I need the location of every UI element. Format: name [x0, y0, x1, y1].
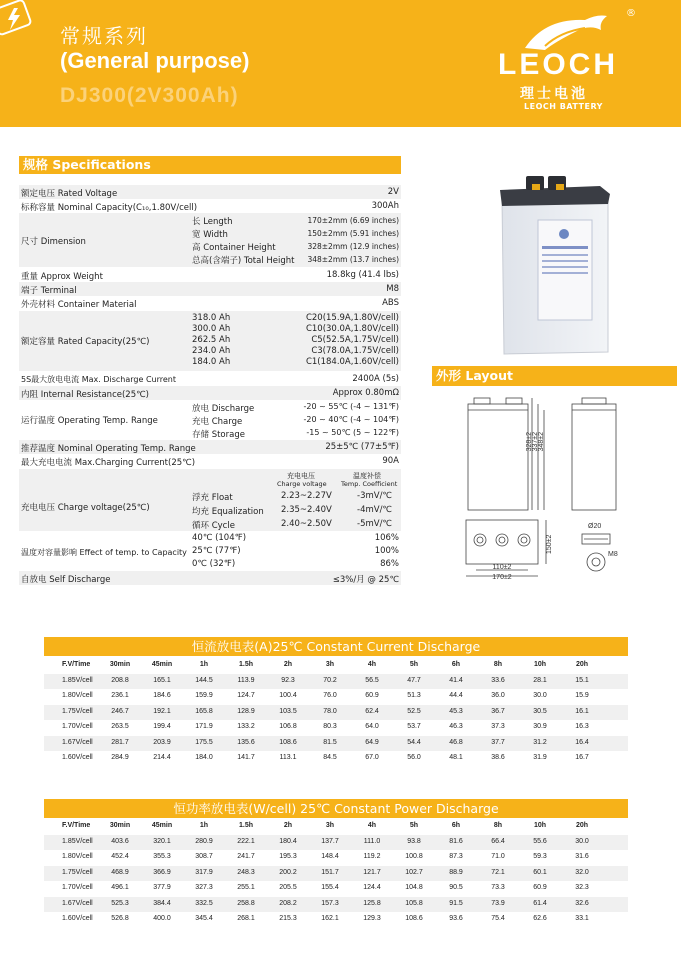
table-cell: 71.0: [491, 853, 505, 860]
table-cell: 125.8: [363, 899, 381, 907]
table-cell: 60.9: [533, 884, 547, 891]
table-cell: 80.3: [323, 723, 337, 730]
table-cell: 76.0: [323, 692, 337, 699]
table-cell: 37.7: [491, 738, 505, 746]
table-cell: 119.2: [363, 853, 381, 860]
table-header-cell: 8h: [493, 661, 503, 668]
table-cell: 151.7: [321, 868, 339, 876]
spec-row-self-discharge: 自放电 Self Discharge ≤3%/月 @ 25℃: [19, 571, 401, 585]
table-header-cell: 4h: [367, 822, 377, 829]
table-cell: 1.80V/cell: [62, 853, 93, 860]
dim-h3: 348±2: [538, 432, 545, 452]
table-cell: 103.5: [279, 707, 297, 715]
table-cell: 317.9: [195, 868, 213, 876]
table-cell: 31.2: [533, 738, 547, 746]
table-cell: 525.3: [111, 899, 129, 907]
table-cell: 30.5: [533, 707, 547, 715]
table-cell: 33.6: [491, 676, 505, 684]
table-cell: 48.1: [449, 754, 463, 761]
table-cell: 171.9: [195, 723, 213, 730]
table-cell: 366.9: [153, 868, 171, 876]
table-cell: 81.6: [449, 837, 463, 845]
model-title: DJ300(2V300Ah): [60, 84, 239, 107]
dim-w1: 110±2: [492, 564, 512, 571]
table-row: [44, 850, 628, 865]
horse-logo-icon: [515, 12, 615, 52]
table-cell: 332.5: [195, 899, 213, 907]
table-header-cell: 3h: [325, 822, 335, 829]
table-cell: 66.4: [491, 837, 505, 845]
logo-cn: 理士电池: [520, 86, 588, 102]
dim-w2: 170±2: [492, 574, 512, 581]
table-cell: 258.8: [237, 899, 255, 907]
table-cell: 16.1: [575, 707, 589, 715]
header-banner: [0, 0, 681, 127]
table-cell: 403.6: [111, 837, 129, 845]
table-header-cell: 45min: [151, 661, 173, 668]
table-cell: 70.2: [323, 676, 337, 684]
table-cell: 327.3: [195, 884, 213, 891]
table-header-cell: 5h: [409, 661, 419, 668]
table-cell: 100.4: [279, 692, 297, 699]
table-cell: 15.9: [575, 692, 589, 699]
table-cell: 46.8: [449, 738, 463, 746]
table-cell: 121.7: [363, 868, 381, 876]
table-cell: 184.6: [153, 692, 171, 699]
table-cell: 30.0: [575, 837, 589, 845]
current-table-title: 恒流放电表(A)25℃ Constant Current Discharge: [44, 637, 628, 656]
table-row: [44, 912, 628, 927]
spec-row-terminal: 端子 Terminal M8: [21, 284, 399, 296]
battery-product-image: [490, 168, 620, 358]
table-header-cell: 30min: [109, 661, 131, 668]
table-header-cell: 45min: [151, 822, 173, 829]
table-cell: 53.7: [407, 723, 421, 730]
table-cell: 60.1: [533, 868, 547, 876]
table-cell: 263.5: [111, 723, 129, 730]
table-cell: 199.4: [153, 723, 171, 730]
table-cell: 162.1: [321, 915, 339, 922]
table-cell: 165.8: [195, 707, 213, 715]
table-cell: 56.0: [407, 754, 421, 761]
table-header-cell: 10h: [533, 661, 547, 668]
table-cell: 1.60V/cell: [62, 915, 93, 922]
table-cell: 28.1: [533, 676, 547, 684]
table-row: [44, 897, 628, 912]
table-cell: 52.5: [407, 707, 421, 715]
table-row: [44, 674, 628, 689]
layout-title: 外形 Layout: [432, 366, 677, 386]
table-cell: 124.7: [237, 692, 255, 699]
table-cell: 452.4: [111, 853, 129, 860]
table-cell: 133.2: [237, 723, 255, 730]
table-cell: 384.4: [153, 899, 171, 907]
table-cell: 1.70V/cell: [62, 723, 93, 730]
table-cell: 51.3: [407, 692, 421, 699]
spec-row-container: 外壳材料 Container Material ABS: [21, 298, 399, 310]
table-header-cell: 6h: [451, 661, 461, 668]
table-cell: 1.75V/cell: [62, 707, 93, 715]
spec-row-charge-voltage: 充电电压 Charge voltage(25℃) 充电电压 Charge voltage 温度补偿 Temp. Coefficient 浮充 Float 2.23~2.27V -3mV/℃ 均充 Equalization 2.35~2.40V -4mV/℃ 循环 Cycle 2.40~2.50V -5mV/℃: [19, 469, 401, 531]
table-cell: 102.7: [405, 868, 423, 876]
dim-terminal: M8: [608, 551, 618, 558]
spec-row-temp-effect: 温度对容量影响 Effect of temp. to Capacity 40℃ (104℉) 106% 25℃ (77℉) 100% 0℃ (32℉) 86%: [21, 533, 399, 569]
series-title-cn: 常规系列: [60, 24, 148, 48]
table-cell: 165.1: [153, 676, 171, 684]
table-header-row: [44, 819, 628, 834]
table-cell: 1.85V/cell: [62, 837, 93, 845]
table-cell: 30.0: [533, 692, 547, 699]
dim-terminal-dia: Ø20: [588, 523, 602, 530]
table-cell: 203.9: [153, 738, 171, 746]
table-cell: 64.9: [365, 738, 379, 746]
table-cell: 355.3: [153, 853, 171, 860]
layout-drawing: [432, 388, 677, 588]
spec-row-dimension: 尺寸 Dimension 长 Length 170±2mm (6.69 inches) 宽 Width 150±2mm (5.91 inches) 高 Container Height 328±2mm (12.9 inches) 总高(含端子) Total Height 348±2mm (13.7 inches): [19, 213, 401, 267]
table-cell: 135.6: [237, 738, 255, 746]
table-cell: 320.1: [153, 837, 171, 845]
dim-d1: 150±2: [546, 534, 553, 554]
table-cell: 81.5: [323, 738, 337, 746]
table-cell: 1.85V/cell: [62, 676, 93, 684]
table-row: [44, 751, 628, 766]
table-cell: 73.9: [491, 899, 505, 907]
table-cell: 16.3: [575, 723, 589, 730]
table-cell: 248.3: [237, 868, 255, 876]
table-cell: 44.4: [449, 692, 463, 699]
table-cell: 41.4: [449, 676, 463, 684]
table-row: [44, 720, 628, 735]
table-cell: 128.9: [237, 707, 255, 715]
table-cell: 67.0: [365, 754, 379, 761]
spec-row-max-charging: 最大充电电流 Max.Charging Current(25℃) 90A: [21, 456, 399, 468]
table-header-cell: 2h: [283, 661, 293, 668]
table-cell: 92.3: [281, 676, 295, 684]
table-cell: 377.9: [153, 884, 171, 891]
spec-row-weight: 重量 Approx Weight 18.8kg (41.4 lbs): [21, 270, 399, 282]
battery-bolt-icon: [0, 0, 40, 40]
table-row: [44, 835, 628, 850]
table-cell: 54.4: [407, 738, 421, 746]
table-cell: 141.7: [237, 754, 255, 761]
table-cell: 15.1: [575, 676, 589, 684]
table-cell: 200.2: [279, 868, 297, 876]
spec-row-rated-capacity: 额定容量 Rated Capacity(25℃) 318.0 Ah C20(15.9A,1.80V/cell) 300.0 Ah C10(30.0A,1.80V/cell) 262.5 Ah C5(52.5A,1.75V/cell) 234.0 Ah C3(78.0A,1.75V/cell) 184.0 Ah C1(184.0A,1.60V/cell): [19, 311, 401, 371]
table-header-cell: 1h: [199, 822, 209, 829]
logo-brand: LEOCH: [498, 48, 618, 81]
table-cell: 222.1: [237, 837, 255, 845]
table-header-cell: 6h: [451, 822, 461, 829]
dim-h1: 328±2: [526, 432, 533, 452]
table-cell: 184.0: [195, 754, 213, 761]
table-cell: 90.5: [449, 884, 463, 891]
table-cell: 400.0: [153, 915, 171, 922]
table-cell: 345.4: [195, 915, 213, 922]
table-header-cell: 1.5h: [238, 822, 253, 829]
dim-h2: 337±2: [532, 432, 539, 452]
table-header-cell: F.V/Time: [62, 661, 91, 668]
table-cell: 111.0: [363, 837, 381, 845]
table-cell: 284.9: [111, 754, 129, 761]
table-cell: 75.4: [491, 915, 505, 922]
table-cell: 32.0: [575, 868, 589, 876]
table-cell: 64.0: [365, 723, 379, 730]
table-cell: 1.75V/cell: [62, 868, 93, 876]
table-cell: 46.3: [449, 723, 463, 730]
table-cell: 1.80V/cell: [62, 692, 93, 699]
table-header-cell: 8h: [493, 822, 503, 829]
table-cell: 192.1: [153, 707, 171, 715]
table-cell: 159.9: [195, 692, 213, 699]
table-header-row: [44, 658, 628, 673]
table-cell: 124.4: [363, 884, 381, 891]
table-header-cell: 30min: [109, 822, 131, 829]
table-cell: 137.7: [321, 837, 339, 845]
table-cell: 36.7: [491, 707, 505, 715]
table-cell: 100.8: [405, 853, 423, 860]
table-cell: 214.4: [153, 754, 171, 761]
table-cell: 496.1: [111, 884, 129, 891]
table-cell: 32.6: [575, 899, 589, 907]
table-cell: 1.70V/cell: [62, 884, 93, 891]
table-header-cell: 1.5h: [238, 661, 253, 668]
spec-row-max-discharge: 5S最大放电电流 Max. Discharge Current 2400A (5s): [21, 374, 399, 384]
table-header-cell: 4h: [367, 661, 377, 668]
table-cell: 73.3: [491, 884, 505, 891]
spec-row-nominal-capacity: 标称容量 Nominal Capacity(C₁₀,1.80V/cell) 300Ah: [21, 201, 399, 213]
table-cell: 246.7: [111, 707, 129, 715]
table-cell: 1.67V/cell: [62, 899, 93, 907]
table-header-cell: F.V/Time: [62, 822, 91, 829]
table-cell: 195.3: [279, 853, 297, 860]
table-cell: 526.8: [111, 915, 129, 922]
table-cell: 468.9: [111, 868, 129, 876]
table-row: [44, 705, 628, 720]
table-cell: 148.4: [321, 853, 339, 860]
table-cell: 157.3: [321, 899, 339, 907]
table-cell: 104.8: [405, 884, 423, 891]
table-header-cell: 1h: [199, 661, 209, 668]
spec-row-nominal-temp: 推荐温度 Nominal Operating Temp. Range 25±5℃ (77±5℉): [21, 442, 399, 454]
table-cell: 87.3: [449, 853, 463, 860]
table-cell: 175.5: [195, 738, 213, 746]
table-cell: 59.3: [533, 853, 547, 860]
table-cell: 208.2: [279, 899, 297, 907]
table-cell: 31.9: [533, 754, 547, 761]
table-header-cell: 3h: [325, 661, 335, 668]
table-cell: 93.6: [449, 915, 463, 922]
table-header-cell: 10h: [533, 822, 547, 829]
table-cell: 1.60V/cell: [62, 754, 93, 761]
table-row: [44, 736, 628, 751]
leoch-logo: [490, 10, 640, 110]
table-cell: 36.0: [491, 692, 505, 699]
table-cell: 155.4: [321, 884, 339, 891]
table-header-cell: 20h: [575, 822, 589, 829]
table-cell: 55.6: [533, 837, 547, 845]
table-row: [44, 689, 628, 704]
table-row: [44, 881, 628, 896]
table-cell: 180.4: [279, 837, 297, 845]
table-cell: 56.5: [365, 676, 379, 684]
table-cell: 78.0: [323, 707, 337, 715]
table-cell: 88.9: [449, 868, 463, 876]
table-cell: 106.8: [279, 723, 297, 730]
table-header-cell: 5h: [409, 822, 419, 829]
table-header-cell: 2h: [283, 822, 293, 829]
table-cell: 33.1: [575, 915, 589, 922]
spec-row-operating-temp: 运行温度 Operating Temp. Range 放电 Discharge -20 ~ 55℃ (-4 ~ 131℉) 充电 Charge -20 ~ 40℃ (-4 ~ 104℉) 存储 Storage -15 ~ 50℃ (5 ~ 122℉): [21, 402, 399, 440]
table-cell: 84.5: [323, 754, 337, 761]
table-cell: 308.7: [195, 853, 213, 860]
table-cell: 62.6: [533, 915, 547, 922]
table-row: [44, 866, 628, 881]
table-cell: 47.7: [407, 676, 421, 684]
series-title-en: (General purpose): [60, 48, 250, 73]
table-cell: 37.3: [491, 723, 505, 730]
table-cell: 45.3: [449, 707, 463, 715]
table-cell: 108.6: [279, 738, 297, 746]
table-cell: 38.6: [491, 754, 505, 761]
logo-en: LEOCH BATTERY: [524, 102, 603, 111]
table-cell: 1.67V/cell: [62, 738, 93, 746]
table-cell: 205.5: [279, 884, 297, 891]
table-header-cell: 20h: [575, 661, 589, 668]
table-cell: 16.4: [575, 738, 589, 746]
power-table-title: 恒功率放电表(W/cell) 25℃ Constant Power Discharge: [44, 799, 628, 818]
table-cell: 60.9: [365, 692, 379, 699]
table-cell: 280.9: [195, 837, 213, 845]
registered-mark: ®: [626, 8, 636, 19]
table-cell: 16.7: [575, 754, 589, 761]
table-cell: 268.1: [237, 915, 255, 922]
table-cell: 281.7: [111, 738, 129, 746]
table-cell: 31.6: [575, 853, 589, 860]
table-cell: 72.1: [491, 868, 505, 876]
table-cell: 32.3: [575, 884, 589, 891]
table-cell: 215.3: [279, 915, 297, 922]
table-cell: 255.1: [237, 884, 255, 891]
table-cell: 129.3: [363, 915, 381, 922]
table-cell: 208.8: [111, 676, 129, 684]
table-cell: 93.8: [407, 837, 421, 845]
table-cell: 105.8: [405, 899, 423, 907]
table-cell: 113.9: [237, 676, 255, 684]
specifications-title: 规格 Specifications: [19, 156, 401, 174]
spec-row-rated-voltage: 额定电压 Rated Voltage 2V: [21, 187, 399, 199]
table-cell: 30.9: [533, 723, 547, 730]
spec-row-internal-resistance: 内阻 Internal Resistance(25℃) Approx 0.80mΩ: [21, 388, 399, 400]
table-cell: 61.4: [533, 899, 547, 907]
table-cell: 91.5: [449, 899, 463, 907]
table-cell: 113.1: [279, 754, 297, 761]
table-cell: 62.4: [365, 707, 379, 715]
table-cell: 144.5: [195, 676, 213, 684]
table-cell: 241.7: [237, 853, 255, 860]
table-cell: 108.6: [405, 915, 423, 922]
table-cell: 236.1: [111, 692, 129, 699]
